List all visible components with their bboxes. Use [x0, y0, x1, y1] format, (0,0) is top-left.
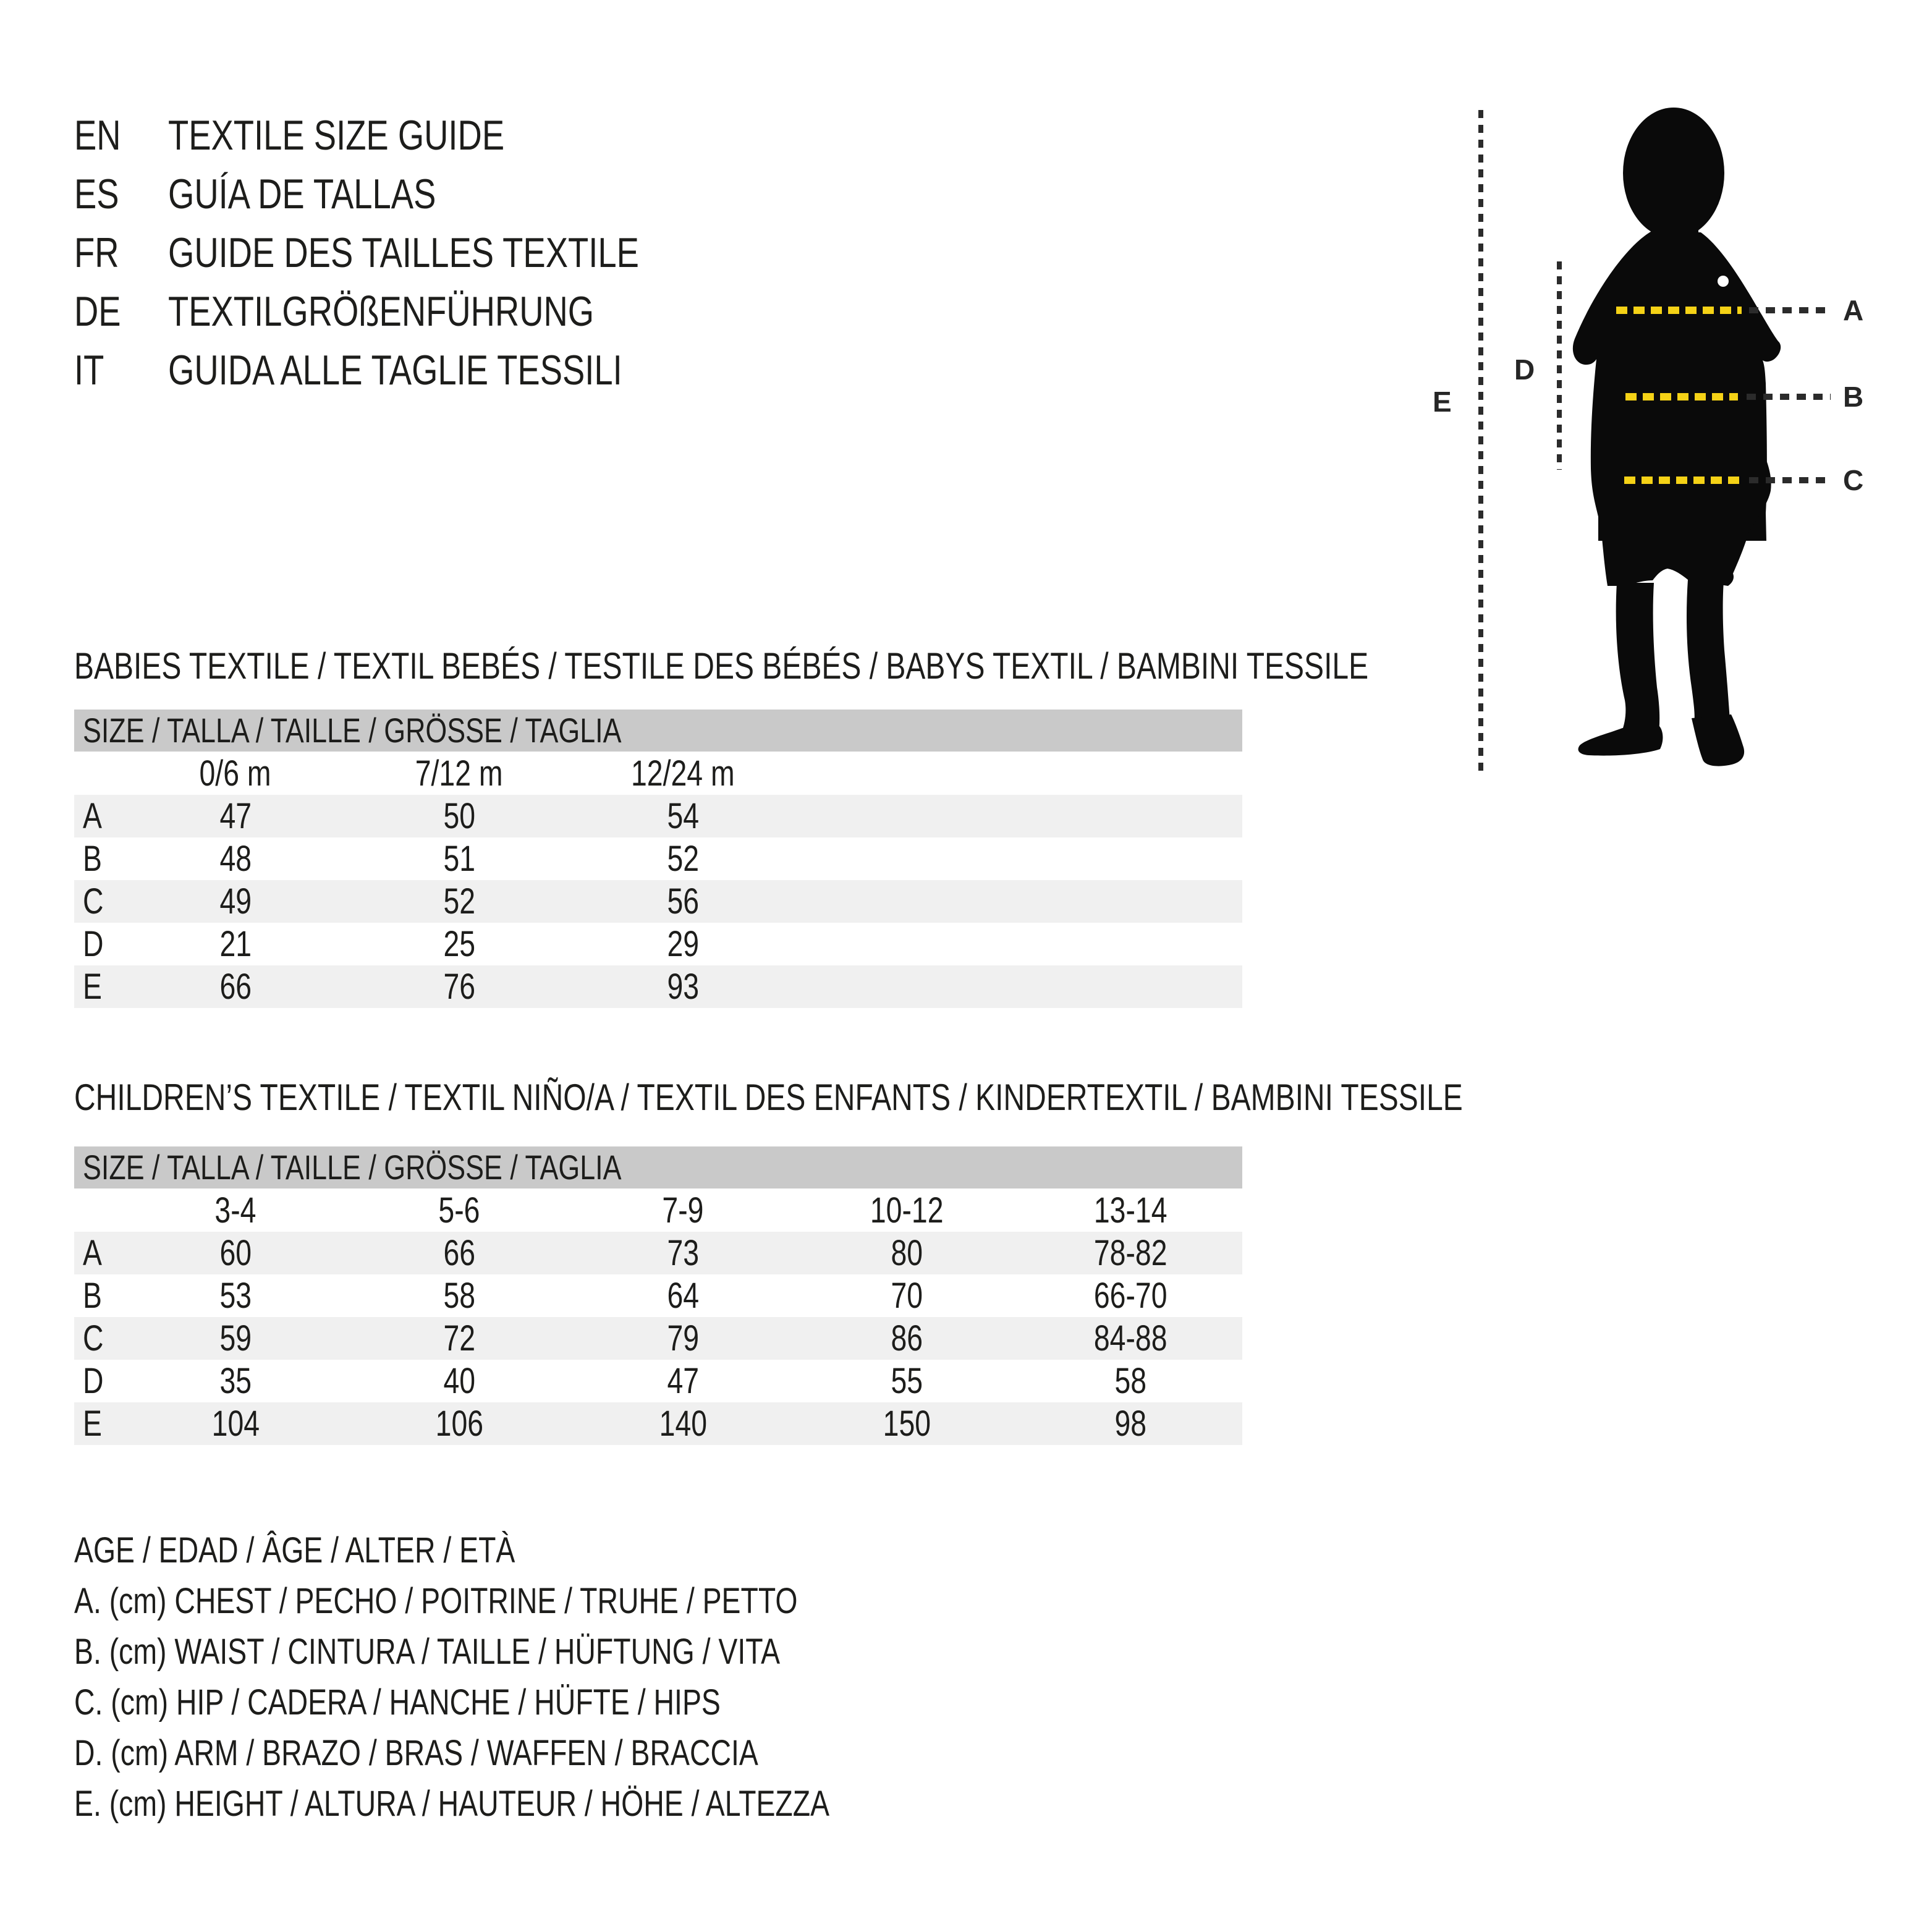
row-label: [74, 881, 124, 922]
size-cell: [795, 881, 1019, 922]
language-row: [74, 282, 756, 341]
row-label-text: A: [83, 1233, 102, 1273]
column-header-text: 13-14: [1093, 1190, 1167, 1231]
column-header-text: 7-9: [662, 1190, 704, 1231]
size-cell-text: 64: [667, 1276, 699, 1316]
row-label-text: A: [83, 796, 102, 836]
babies-section-title-text: BABIES TEXTILE / TEXTIL BEBÉS / TESTILE DES BÉBÉS / BABYS TEXTIL / BAMBINI TESSILE: [74, 645, 1369, 687]
language-title-text: GUIDA ALLE TAGLIE TESSILI: [168, 347, 622, 394]
size-cell: [1019, 923, 1242, 965]
language-code-text: FR: [74, 229, 119, 276]
language-code: [74, 282, 168, 341]
size-cell: [795, 1318, 1019, 1359]
row-label-text: D: [83, 1361, 104, 1401]
size-cell-text: 40: [443, 1361, 475, 1401]
row-label: [74, 1275, 124, 1316]
language-title-text: GUIDE DES TAILLES TEXTILE: [168, 229, 639, 276]
size-cell: [124, 1275, 347, 1316]
column-header-text: 5-6: [438, 1190, 480, 1231]
table-column-header-row: [74, 1188, 1242, 1232]
row-label-text: D: [83, 924, 104, 964]
size-cell-text: 58: [1114, 1361, 1146, 1401]
table-row: [74, 880, 1242, 923]
size-cell-text: 58: [443, 1276, 475, 1316]
size-cell: [795, 1403, 1019, 1444]
column-header-text: 10-12: [870, 1190, 944, 1231]
table-row: [74, 837, 1242, 880]
column-header-text: 7/12 m: [415, 753, 503, 794]
size-cell: [124, 1360, 347, 1402]
language-row: [74, 165, 756, 224]
children-section-title-text: CHILDREN’S TEXTILE / TEXTIL NIÑO/A / TEXTIL DES ENFANTS / KINDERTEXTIL / BAMBINI TESSILE: [74, 1077, 1463, 1118]
legend-row: [74, 1677, 1019, 1728]
size-cell: [571, 838, 795, 879]
row-label-text: C: [83, 1318, 104, 1358]
table-row: [74, 965, 1242, 1008]
language-title-text: TEXTILE SIZE GUIDE: [168, 112, 505, 159]
size-cell-text: 35: [219, 1361, 252, 1401]
legend-row: [74, 1525, 1019, 1576]
size-cell: [1019, 1403, 1242, 1444]
size-cell-text: 78-82: [1093, 1233, 1167, 1273]
size-cell-text: 84-88: [1093, 1318, 1167, 1358]
language-code-text: IT: [74, 347, 104, 394]
size-cell-text: 21: [219, 924, 252, 964]
size-cell-text: 25: [443, 924, 475, 964]
size-cell: [124, 1403, 347, 1444]
language-code: [74, 224, 168, 282]
child-measurement-diagram: [1421, 93, 1932, 779]
size-cell-text: 60: [219, 1233, 252, 1273]
size-cell: [347, 1318, 571, 1359]
silhouette-right-leg: [1687, 580, 1730, 724]
language-title: [168, 341, 756, 400]
language-row: [74, 341, 756, 400]
size-cell-text: 76: [443, 967, 475, 1007]
size-cell-text: 80: [891, 1233, 923, 1273]
column-header: [795, 1190, 1019, 1231]
row-label: [74, 923, 124, 965]
size-cell-text: 53: [219, 1276, 252, 1316]
size-cell: [1019, 795, 1242, 837]
size-cell: [795, 1275, 1019, 1316]
size-cell-text: 52: [667, 839, 699, 879]
row-label: [74, 838, 124, 879]
silhouette-ear-notch: [1718, 276, 1729, 287]
size-cell-text: 79: [667, 1318, 699, 1358]
size-cell-text: 66: [443, 1233, 475, 1273]
column-header: [347, 753, 571, 794]
silhouette-left-leg: [1616, 583, 1660, 737]
legend-row: [74, 1576, 1019, 1627]
size-header-bar: [74, 1146, 1242, 1188]
size-cell-text: 51: [443, 839, 475, 879]
size-cell-text: 50: [443, 796, 475, 836]
language-title: [168, 282, 756, 341]
babies-size-table: [74, 710, 1242, 1008]
size-cell: [347, 1360, 571, 1402]
size-cell: [795, 1360, 1019, 1402]
size-header-bar: [74, 710, 1242, 752]
size-cell: [795, 923, 1019, 965]
size-cell: [347, 1403, 571, 1444]
column-header: [795, 753, 1019, 794]
size-cell-text: 93: [667, 967, 699, 1007]
size-header-text: SIZE / TALLA / TAILLE / GRÖSSE / TAGLIA: [83, 711, 622, 750]
table-row: [74, 923, 1242, 965]
table-row: [74, 1274, 1242, 1317]
language-code: [74, 165, 168, 224]
size-cell-text: 49: [219, 881, 252, 922]
column-header: [571, 753, 795, 794]
size-cell-text: 54: [667, 796, 699, 836]
row-label-text: E: [83, 967, 102, 1007]
size-cell-text: 72: [443, 1318, 475, 1358]
size-cell-text: 70: [891, 1276, 923, 1316]
size-cell-text: 47: [219, 796, 252, 836]
size-cell: [347, 1232, 571, 1274]
size-cell: [795, 1232, 1019, 1274]
legend-row-text: D. (cm) ARM / BRAZO / BRAS / WAFFEN / BRACCIA: [74, 1733, 758, 1773]
children-size-table: [74, 1146, 1242, 1445]
size-cell: [124, 966, 347, 1007]
size-cell-text: 66: [219, 967, 252, 1007]
language-code: [74, 106, 168, 165]
row-label: [74, 795, 124, 837]
size-cell: [571, 966, 795, 1007]
language-title-block: [74, 106, 756, 400]
child-silhouette: [1573, 108, 1781, 766]
row-label-text: E: [83, 1404, 102, 1444]
size-cell: [571, 795, 795, 837]
row-label-text: C: [83, 881, 104, 922]
row-label: [74, 1360, 124, 1402]
table-row: [74, 1232, 1242, 1274]
legend-row-text: AGE / EDAD / ÂGE / ALTER / ETÀ: [74, 1530, 515, 1570]
size-cell-text: 66-70: [1093, 1276, 1167, 1316]
label-b: B: [1843, 381, 1864, 413]
size-cell: [347, 1275, 571, 1316]
column-header: [1019, 753, 1242, 794]
size-cell: [571, 1275, 795, 1316]
row-label: [74, 1318, 124, 1359]
table-row: [74, 1360, 1242, 1402]
column-header-text: 12/24 m: [631, 753, 735, 794]
size-cell: [795, 795, 1019, 837]
size-cell: [1019, 881, 1242, 922]
size-cell-text: 48: [219, 839, 252, 879]
size-header-text: SIZE / TALLA / TAILLE / GRÖSSE / TAGLIA: [83, 1148, 622, 1187]
column-header: [124, 753, 347, 794]
legend-row: [74, 1779, 1019, 1829]
size-cell: [124, 795, 347, 837]
legend-row-text: B. (cm) WAIST / CINTURA / TAILLE / HÜFTUNG / VITA: [74, 1632, 781, 1672]
size-cell-text: 140: [659, 1404, 707, 1444]
label-e: E: [1433, 386, 1452, 418]
legend-row-text: C. (cm) HIP / CADERA / HANCHE / HÜFTE / HIPS: [74, 1682, 721, 1722]
size-cell: [1019, 1360, 1242, 1402]
language-row: [74, 106, 756, 165]
size-cell: [571, 1360, 795, 1402]
label-d: D: [1514, 354, 1535, 386]
legend-row: [74, 1728, 1019, 1779]
size-cell-text: 150: [883, 1404, 931, 1444]
column-header: [571, 1190, 795, 1231]
row-label: [74, 966, 124, 1007]
table-row: [74, 1402, 1242, 1445]
size-cell-text: 47: [667, 1361, 699, 1401]
size-cell: [1019, 1318, 1242, 1359]
size-cell: [1019, 838, 1242, 879]
size-cell: [571, 1232, 795, 1274]
size-cell: [124, 838, 347, 879]
silhouette-right-foot: [1692, 714, 1744, 766]
size-cell: [571, 881, 795, 922]
column-header: [124, 1190, 347, 1231]
column-header: [347, 1190, 571, 1231]
table-row: [74, 1317, 1242, 1360]
size-cell: [347, 966, 571, 1007]
language-code: [74, 341, 168, 400]
language-title-text: TEXTILGRÖßENFÜHRUNG: [168, 288, 595, 335]
size-cell-text: 104: [211, 1404, 260, 1444]
language-code-text: DE: [74, 288, 121, 335]
table-column-header-row: [74, 752, 1242, 795]
label-a: A: [1843, 294, 1864, 326]
column-header: [1019, 1190, 1242, 1231]
column-header-text: 0/6 m: [199, 753, 272, 794]
size-cell: [347, 838, 571, 879]
size-cell: [1019, 1275, 1242, 1316]
size-cell-text: 86: [891, 1318, 923, 1358]
language-title: [168, 165, 756, 224]
silhouette-shorts: [1598, 439, 1771, 586]
row-label-text: B: [83, 839, 102, 879]
size-cell: [571, 1318, 795, 1359]
language-title: [168, 224, 756, 282]
silhouette-left-foot: [1578, 726, 1663, 756]
size-cell-text: 106: [435, 1404, 483, 1444]
size-cell: [124, 923, 347, 965]
row-label-text: B: [83, 1276, 102, 1316]
size-cell-text: 98: [1114, 1404, 1146, 1444]
language-title: [168, 106, 756, 165]
language-title-text: GUÍA DE TALLAS: [168, 171, 436, 218]
size-cell-text: 52: [443, 881, 475, 922]
measurement-legend: [74, 1525, 1019, 1829]
size-cell: [571, 1403, 795, 1444]
legend-row-text: E. (cm) HEIGHT / ALTURA / HAUTEUR / HÖHE / ALTEZZA: [74, 1784, 830, 1824]
language-row: [74, 224, 756, 282]
label-c: C: [1843, 464, 1864, 496]
size-cell: [124, 881, 347, 922]
size-cell-text: 73: [667, 1233, 699, 1273]
row-label: [74, 1403, 124, 1444]
size-cell: [1019, 966, 1242, 1007]
language-code-text: EN: [74, 112, 121, 159]
size-cell: [795, 966, 1019, 1007]
legend-row-text: A. (cm) CHEST / PECHO / POITRINE / TRUHE / PETTO: [74, 1581, 798, 1621]
size-cell-text: 59: [219, 1318, 252, 1358]
size-cell: [347, 881, 571, 922]
size-cell: [347, 795, 571, 837]
size-cell: [124, 1318, 347, 1359]
size-cell: [347, 923, 571, 965]
size-cell: [795, 838, 1019, 879]
size-cell-text: 56: [667, 881, 699, 922]
legend-row: [74, 1627, 1019, 1677]
size-cell: [1019, 1232, 1242, 1274]
table-row: [74, 795, 1242, 837]
language-code-text: ES: [74, 171, 119, 218]
size-cell: [124, 1232, 347, 1274]
children-section-title: [74, 1078, 1810, 1117]
size-cell: [571, 923, 795, 965]
size-cell-text: 29: [667, 924, 699, 964]
size-cell-text: 55: [891, 1361, 923, 1401]
column-header-text: 3-4: [214, 1190, 256, 1231]
row-label: [74, 1232, 124, 1274]
